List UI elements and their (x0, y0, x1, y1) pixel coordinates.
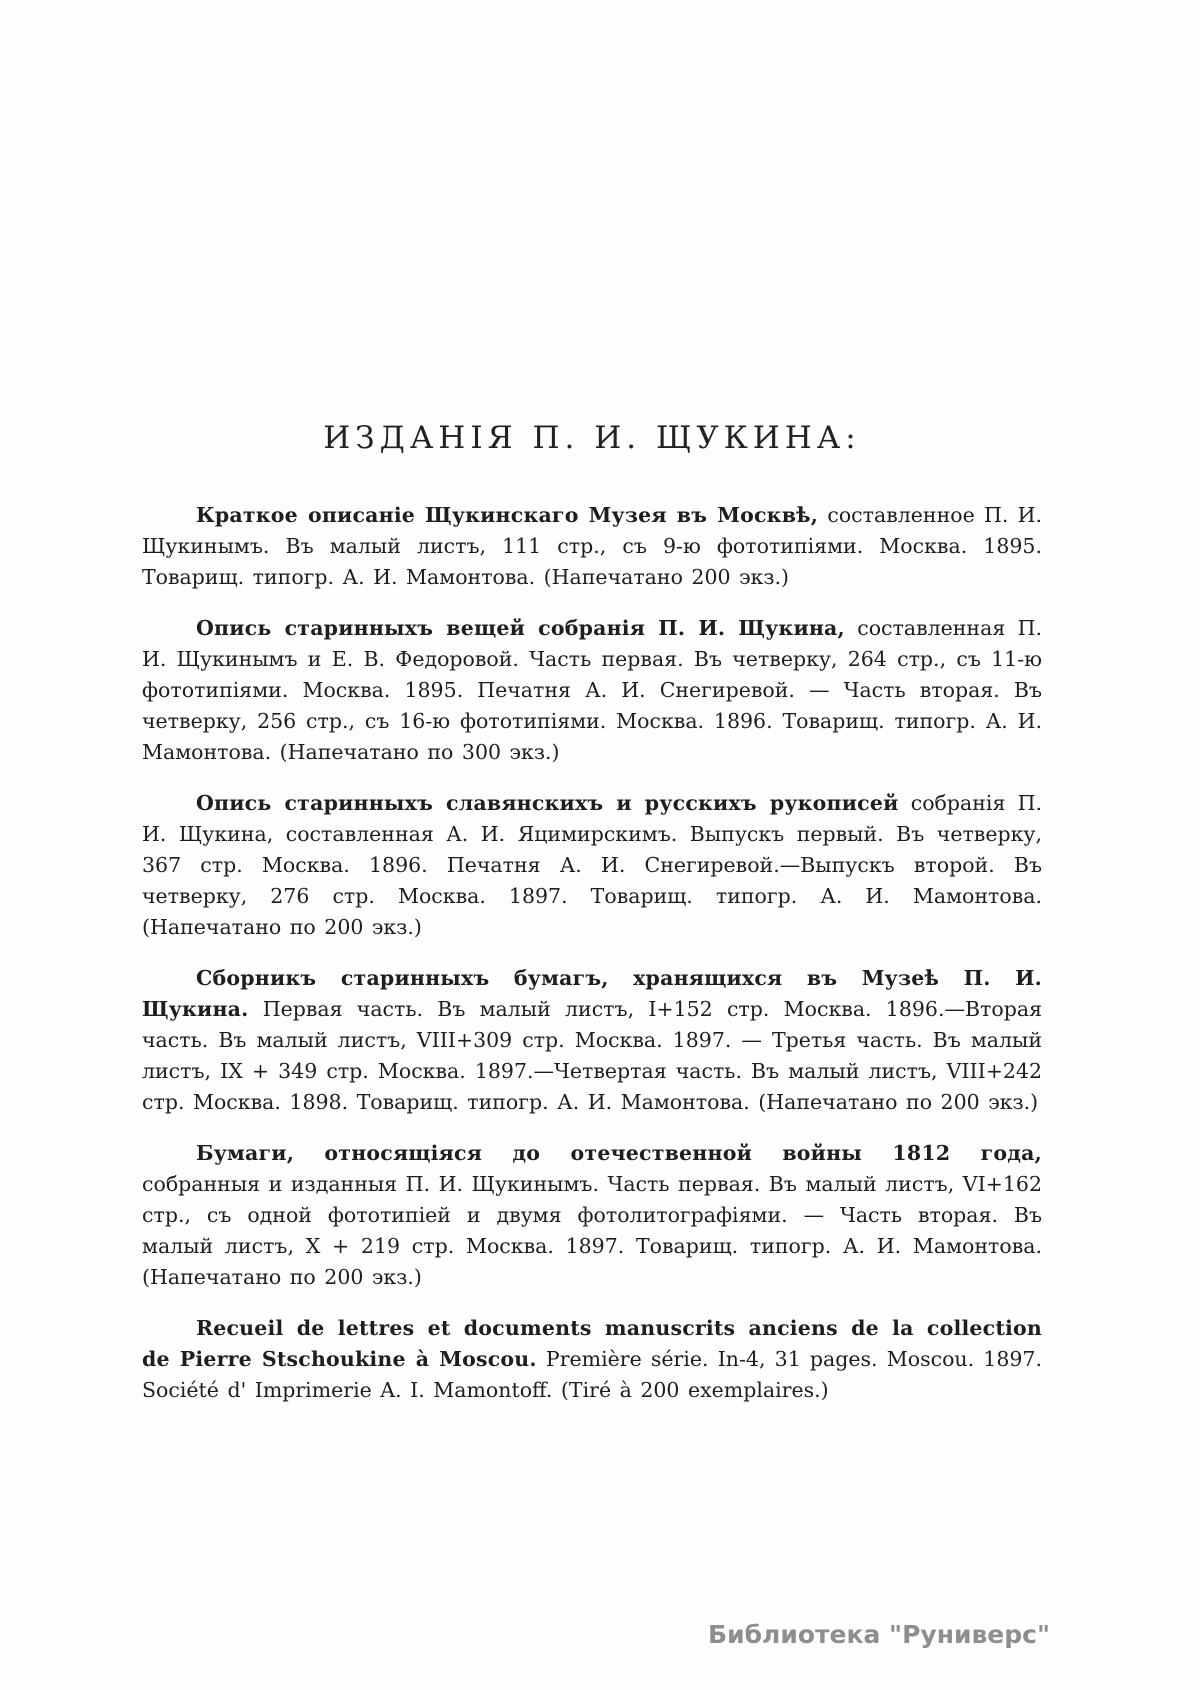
entry-4-details: Первая часть. Въ малый листъ, I+152 стр. Москва. 1896.—Вторая часть. Въ малый листъ, VIII+309 стр. Москва. 1897. — Третья часть. Въ малый листъ, IX + 349 стр. Москва. 1897.—Четвертая часть. Въ малый листъ, VIII+242 стр. Москва. 1898. Товарищ. типогр. А. И. Мамонтова. (Напечатано по 200 экз.) (142, 997, 1042, 1114)
entry-3-title: Опись старинныхъ славянскихъ и русскихъ рукописей (196, 791, 899, 815)
entry-5-details: собранныя и изданныя П. И. Щукинымъ. Часть первая. Въ малый листъ, VI+162 стр., съ одной фототипіей и двумя фотолитографіями. — Часть вторая. Въ малый листъ, X + 219 стр. Москва. 1897. Товарищ. типогр. А. И. Мамонтова. (Напечатано по 200 экз.) (142, 1172, 1042, 1289)
entry-6-details: Première série. In-4, 31 pages. Moscou. 1897. Société d' Imprimerie A. I. Mamontoff. (Tiré à 200 exemplaires.) (142, 1347, 1042, 1402)
entry-5-title: Бумаги, относящіяся до отечественной войны 1812 года, (196, 1141, 1042, 1165)
page-title: ИЗДАНІЯ П. И. ЩУКИНА: (323, 420, 861, 456)
bibliography-entry-3 (142, 788, 1042, 943)
entry-4-title: Сборникъ старинныхъ бумагъ, хранящихся въ Музеѣ П. И. Щукина. (142, 966, 1042, 1021)
entry-6-title: Recueil de lettres et documents manuscrits anciens de la collection de Pierre Stschoukine à Moscou. (142, 1316, 1042, 1371)
bibliography-entry-5 (142, 1138, 1042, 1293)
entry-1-title: Краткое описаніе Щукинскаго Музея въ Москвѣ, (196, 503, 819, 527)
page-content (142, 420, 1042, 1426)
entry-2-details: составленная П. И. Щукинымъ и Е. В. Федоровой. Часть первая. Въ четверку, 264 стр., съ 11-ю фототипіями. Москва. 1895. Печатня А. И. Снегиревой. — Часть вторая. Въ четверку, 256 стр., съ 16-ю фототипіями. Москва. 1896. Товарищ. типогр. А. И. Мамонтова. (Напечатано по 300 экз.) (142, 616, 1042, 764)
bibliography-entry-1 (142, 500, 1042, 593)
entry-1-details: составленное П. И. Щукинымъ. Въ малый листъ, 111 стр., съ 9-ю фототипіями. Москва. 1895. Товарищ. типогр. А. И. Мамонтова. (Напечатано 200 экз.) (142, 503, 1043, 589)
bibliography-entry-4 (142, 963, 1042, 1118)
bibliography-entry-2 (142, 613, 1042, 768)
bibliography-entry-6 (142, 1313, 1042, 1406)
entry-2-title: Опись старинныхъ вещей собранія П. И. Щукина, (196, 616, 845, 640)
library-watermark: Библиотека "Руниверс" (708, 1620, 1050, 1649)
entry-3-details: собранія П. И. Щукина, составленная А. И. Яцимирскимъ. Выпускъ первый. Въ четверку, 367 стр. Москва. 1896. Печатня А. И. Снегиревой.—Выпускъ второй. Въ четверку, 276 стр. Москва. 1897. Товарищ. типогр. А. И. Мамонтова. (Напечатано по 200 экз.) (142, 791, 1042, 939)
